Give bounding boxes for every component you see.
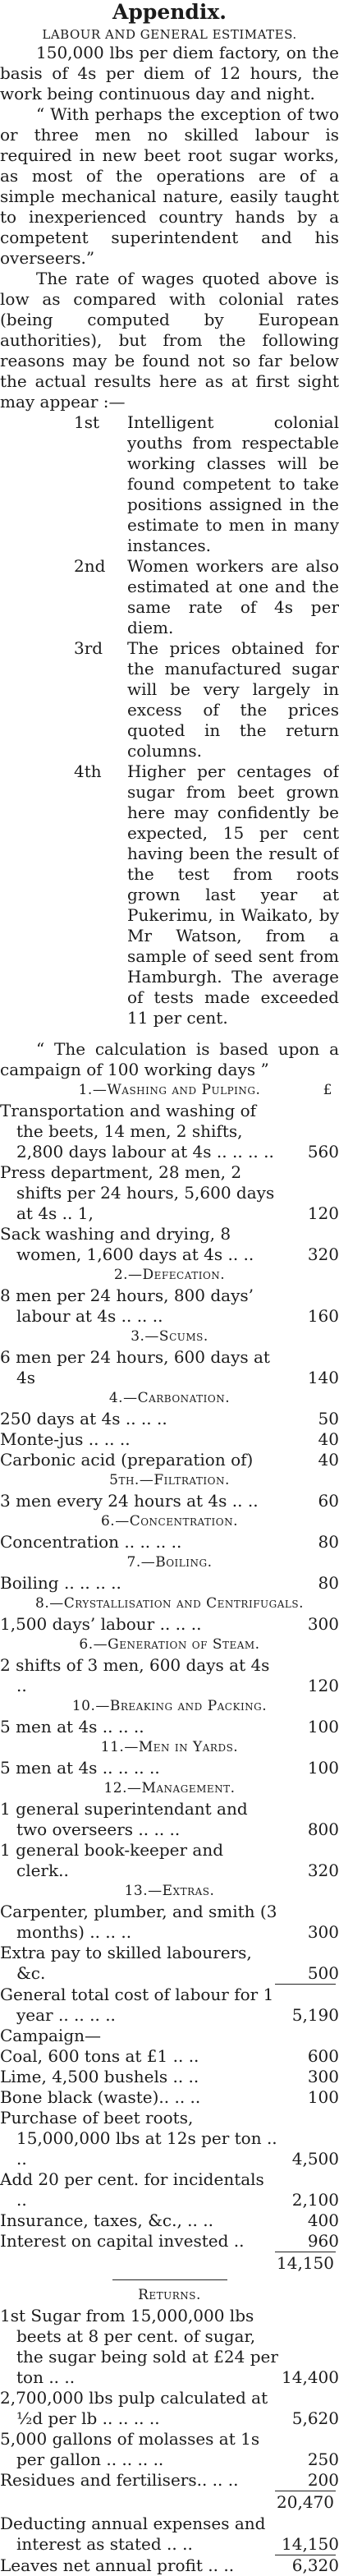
section-heading-text: 3.—Scums. (131, 1328, 208, 1345)
section-heading-text: 6.—Generation of Steam. (79, 1636, 260, 1653)
general-cost-line-amount: 400 (307, 2210, 339, 2230)
section-heading (0, 1594, 339, 1614)
return-line (0, 2388, 339, 2429)
general-cost-line-label: Coal, 600 tons at £1 .. .. (0, 2046, 199, 2066)
general-cost-line (0, 2046, 339, 2067)
return-line-label: 1st Sugar from 15,000,000 lbs beets at 8 per cent. of sugar, the sugar being sold at £24 per ton .. .. (0, 2306, 278, 2387)
general-cost-line (0, 2067, 339, 2087)
reason-item (33, 412, 339, 556)
return-line (0, 2429, 339, 2470)
return-line-amount: 5,620 (291, 2408, 339, 2428)
section-heading-text: 11.—Men in Yards. (100, 1739, 239, 1755)
intro-paragraph: 150,000 lbs per diem factory, on the basis of 4s per diem of 12 hours, the work being continuous day and night. (0, 43, 339, 104)
general-cost-line-label: Insurance, taxes, &c., .. .. (0, 2210, 213, 2230)
section-heading-text: 13.—Extras. (124, 1883, 215, 1899)
general-cost-line (0, 1985, 339, 2026)
cost-line (0, 1758, 339, 1778)
cost-line (0, 1614, 339, 1635)
cost-line-label: 8 men per 24 hours, 800 days’ labour at 4s .. .. .. (0, 1286, 254, 1326)
general-cost-line (0, 2169, 339, 2210)
cost-line-amount: 800 (307, 1819, 339, 1839)
labour-sections (0, 1080, 339, 1984)
cost-line-amount: 50 (318, 1409, 339, 1428)
return-line-label: 5,000 gallons of molasses at 1s per gallon .. .. .. .. (0, 2429, 260, 2469)
section-heading (0, 1265, 339, 1286)
cost-line (0, 1717, 339, 1737)
cost-line-label: Carbonic acid (preparation of) (0, 1450, 254, 1470)
general-costs (0, 1985, 339, 2252)
cost-line-amount: 560 (307, 1142, 339, 1162)
section-heading-text: 5th.—Filtration. (109, 1472, 230, 1488)
cost-line-amount: 120 (307, 1203, 339, 1223)
reason-item (33, 761, 339, 1028)
section-heading (0, 1696, 339, 1717)
cost-line-label: 5 men at 4s .. .. .. (0, 1717, 144, 1736)
cost-line (0, 1224, 339, 1265)
cost-line-label: Carpenter, plumber, and smith (3 months) .. .. .. (0, 1902, 277, 1942)
general-cost-line-label: Bone black (waste).. .. .. (0, 2087, 201, 2107)
cost-line (0, 1409, 339, 1429)
general-cost-line-amount: 5,190 (291, 2005, 339, 2025)
general-cost-line-label: General total cost of labour for 1 year .. .. .. .. (0, 1985, 274, 2025)
deduct-label: Deducting annual expenses and interest as stated .. .. (0, 2514, 266, 2554)
cost-line (0, 1101, 339, 1162)
intro-paragraph: The rate of wages quoted above is low as compared with colonial rates (being computed by European authorities), but from the following reasons may be found not so far below the actual results here as at first sight may appear :— (0, 269, 339, 412)
intro-paragraph: “ With perhaps the exception of two or three men no skilled labour is required in new beet root sugar works, as most of the operations are of a simple mechanical nature, easily taught to inexperienced country hands by a competent superintendent and his overseers.” (0, 104, 339, 268)
return-line-amount: 250 (307, 2450, 339, 2469)
general-cost-line-label: Add 20 per cent. for incidentals .. (0, 2169, 264, 2210)
general-cost-line-amount: 100 (307, 2087, 339, 2107)
net-profit-row (0, 2555, 339, 2576)
deduct-amount: 14,150 (282, 2534, 339, 2554)
return-line-amount: 14,400 (282, 2367, 339, 2387)
section-heading-text: 8.—Crystallisation and Centrifugals. (35, 1595, 304, 1612)
section-heading-text: 7.—Boiling. (126, 1554, 213, 1571)
section-heading (0, 1327, 339, 1347)
section-heading (0, 1881, 339, 1902)
section-divider (112, 2279, 227, 2280)
return-line-label: 2,700,000 lbs pulp calculated at ½d per lb .. .. .. .. (0, 2388, 268, 2428)
cost-line-amount: 40 (318, 1450, 339, 1470)
section-heading (0, 1737, 339, 1758)
general-cost-line-label: Interest on capital invested .. (0, 2231, 245, 2251)
section-heading (0, 1778, 339, 1799)
section-heading (0, 1470, 339, 1491)
cost-line-label: Transportation and washing of the beets, 14 men, 2 shifts, 2,800 days labour at 4s .. .. .. .. (0, 1101, 274, 1162)
currency-header: £ (323, 1082, 332, 1098)
cost-line-label: 1 general superintendant and two overseers .. .. .. (0, 1799, 248, 1839)
cost-line-amount: 120 (307, 1676, 339, 1695)
reason-item (33, 638, 339, 761)
returns-list (0, 2306, 339, 2491)
return-line-label: Residues and fertilisers.. .. .. (0, 2470, 239, 2490)
cost-line (0, 1902, 339, 1943)
return-line (0, 2470, 339, 2491)
cost-line-label: 1 general book-keeper and clerk.. (0, 1840, 224, 1880)
cost-line-amount: 80 (318, 1573, 339, 1593)
page-title: Appendix. (112, 0, 227, 24)
cost-line (0, 1347, 339, 1388)
cost-line-amount: 160 (307, 1306, 339, 1326)
return-line-amount: 200 (307, 2470, 339, 2490)
cost-line-label: Monte-jus .. .. .. (0, 1429, 131, 1449)
cost-line (0, 1943, 339, 1984)
cost-line-label: Concentration .. .. .. .. (0, 1532, 182, 1552)
cost-line-amount: 300 (307, 1614, 339, 1634)
general-total: 14,150 (277, 2253, 334, 2273)
section-heading-text: 4.—Carbonation. (108, 1390, 231, 1406)
cost-line-amount: 140 (307, 1368, 339, 1387)
cost-line (0, 1799, 339, 1840)
cost-line-label: 5 men at 4s .. .. .. .. (0, 1758, 160, 1778)
reason-text: The prices obtained for the manufactured sugar will be very largely in excess of the prices quoted in the return columns. (127, 638, 339, 761)
cost-line-label: Boiling .. .. .. .. (0, 1573, 121, 1593)
cost-line-amount: 100 (307, 1758, 339, 1778)
cost-line (0, 1429, 339, 1450)
cost-line-label: Press department, 28 men, 2 shifts per 24 hours, 5,600 days at 4s .. 1, (0, 1162, 275, 1223)
general-cost-line (0, 2026, 339, 2046)
reason-number: 3rd (74, 638, 103, 658)
cost-line (0, 1450, 339, 1470)
cost-line (0, 1655, 339, 1696)
general-cost-line-label: Lime, 4,500 bushels .. .. (0, 2067, 199, 2086)
general-cost-line-label: Campaign— (0, 2026, 101, 2045)
general-cost-line (0, 2108, 339, 2169)
cost-line-label: 6 men per 24 hours, 600 days at 4s (0, 1347, 270, 1387)
net-profit-label: Leaves net annual profit .. .. (0, 2555, 235, 2575)
reason-item (33, 556, 339, 638)
cost-line (0, 1532, 339, 1552)
reasons-list (0, 412, 339, 1028)
cost-line-amount: 320 (307, 1244, 339, 1264)
cost-line-amount: 80 (318, 1532, 339, 1552)
calculation-intro: “ The calculation is based upon a campaign of 100 working days ” (0, 1039, 339, 1079)
general-cost-line-amount: 300 (307, 2067, 339, 2086)
section-heading-text: 6.—Concentration. (100, 1513, 239, 1530)
general-cost-line (0, 2231, 339, 2252)
reason-text: Women workers are also estimated at one and the same rate of 4s per diem. (127, 556, 339, 637)
cost-line-amount: 60 (318, 1491, 339, 1511)
section-heading (0, 1080, 339, 1101)
section-heading (0, 1635, 339, 1655)
appendix-body (0, 43, 339, 2576)
returns-heading: Returns. (138, 2287, 201, 2303)
cost-line-amount: 300 (307, 1922, 339, 1942)
cost-line-label: 2 shifts of 3 men, 600 days at 4s .. (0, 1655, 270, 1695)
section-heading (0, 1511, 339, 1532)
general-cost-line-amount: 4,500 (291, 2149, 339, 2169)
cost-line-amount: 320 (307, 1861, 339, 1880)
section-heading-text: 12.—Management. (103, 1780, 236, 1796)
general-cost-line-amount: 2,100 (291, 2190, 339, 2210)
deduct-row (0, 2514, 339, 2555)
cost-line-label: Extra pay to skilled labourers, &c. (0, 1943, 252, 1983)
cost-line (0, 1286, 339, 1327)
return-line (0, 2306, 339, 2388)
section-heading (0, 1552, 339, 1573)
cost-line-label: 250 days at 4s .. .. .. (0, 1409, 167, 1428)
section-heading-text: 10.—Breaking and Packing. (71, 1698, 268, 1714)
returns-total: 20,470 (277, 2492, 334, 2512)
cost-line-amount: 40 (318, 1429, 339, 1449)
reason-number: 2nd (74, 556, 106, 576)
general-cost-line (0, 2087, 339, 2108)
section-heading-text: 2.—Defecation. (113, 1267, 226, 1283)
cost-line-amount: 100 (307, 1717, 339, 1736)
reason-text: Intelligent colonial youths from respectable working classes will be found competent to take positions assigned in the estimate to men in many instances. (127, 412, 339, 555)
reason-number: 4th (74, 761, 102, 781)
cost-line-label: 3 men every 24 hours at 4s .. .. (0, 1491, 259, 1511)
page-subtitle: LABOUR AND GENERAL ESTIMATES. (42, 27, 297, 42)
cost-line-label: 1,500 days’ labour .. .. .. (0, 1614, 202, 1634)
general-cost-line-amount: 960 (307, 2231, 339, 2251)
section-heading-text: 1.—Washing and Pulping. (78, 1082, 261, 1098)
cost-line (0, 1573, 339, 1594)
general-cost-line-label: Purchase of beet roots, 15,000,000 lbs at 12s per ton .. .. (0, 2108, 277, 2169)
cost-line (0, 1491, 339, 1511)
net-profit-amount: 6,320 (291, 2555, 339, 2575)
cost-line-label: Sack washing and drying, 8 women, 1,600 days at 4s .. .. (0, 1224, 254, 1264)
cost-line (0, 1840, 339, 1881)
general-cost-line-amount: 600 (307, 2046, 339, 2066)
general-cost-line (0, 2210, 339, 2231)
reason-text: Higher per centages of sugar from beet grown here may confidently be expected, 15 per cent having been the result of the test from roots grown last year at Pukerimu, in Waikato, by Mr Watson, from a sample of seed sent from Hamburgh. The average of tests made exceeded 11 per cent. (127, 761, 339, 1028)
reason-number: 1st (74, 412, 100, 432)
section-heading (0, 1388, 339, 1409)
cost-line (0, 1162, 339, 1224)
cost-line-amount: 500 (307, 1963, 339, 1983)
